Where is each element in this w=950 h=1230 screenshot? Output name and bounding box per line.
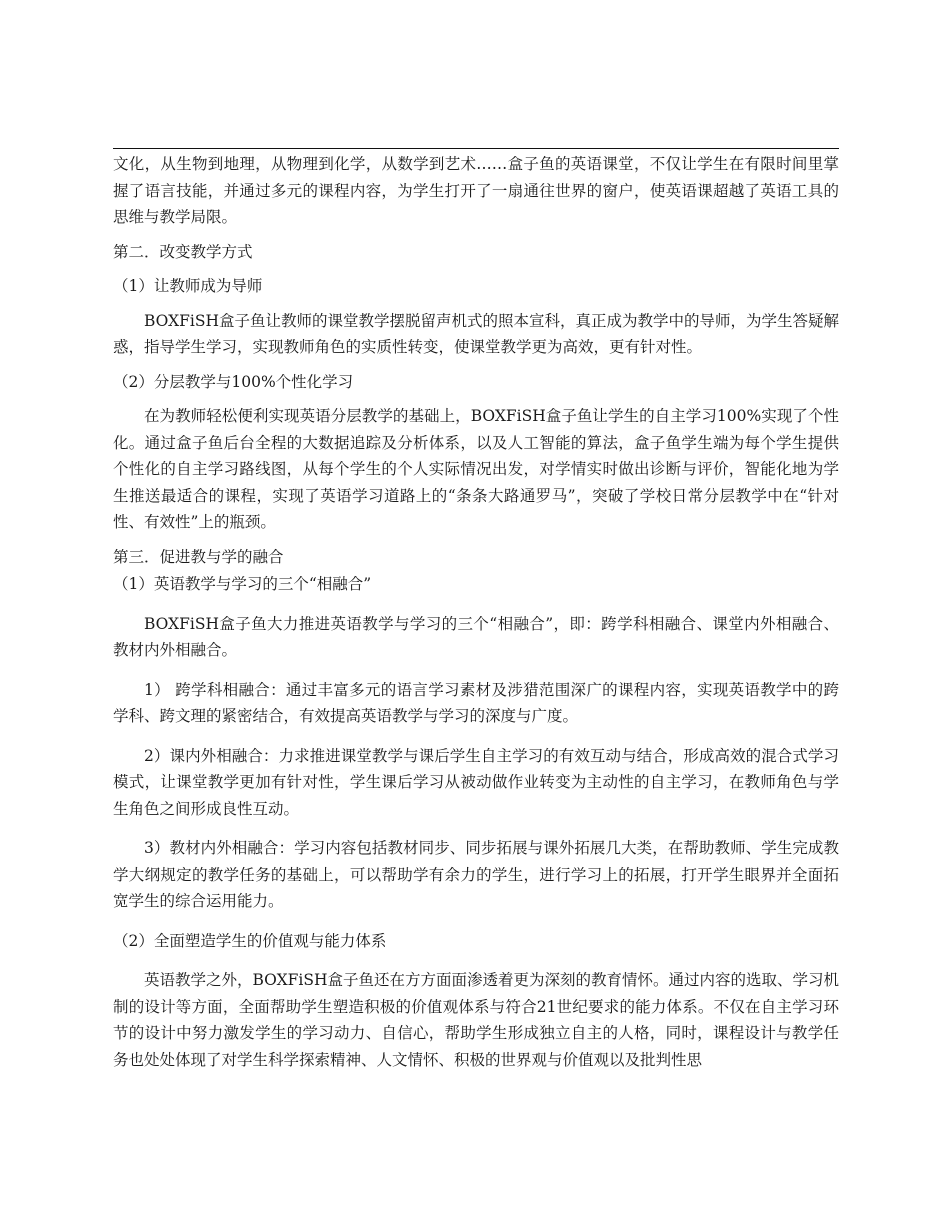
document-body — [113, 151, 839, 1073]
section-heading-2: 第二．改变教学方式 — [113, 242, 253, 261]
paragraph-layered-teaching: 在为教师轻松便利实现英语分层教学的基础上，BOXFiSH盒子鱼让学生的自主学习100%实现了个性化。通过盒子鱼后台全程的大数据追踪及分析体系，以及人工智能的算法，盒子鱼学生端为每个学生提供个性化的自主学习路线图，从每个学生的个人实际情况出发，对学情实时做出诊断与评价，智能化地为学生推送最适合的课程，实现了英语学习道路上的“条条大路通罗马”，突破了学校日常分层教学中在“针对性、有效性”上的瓶颈。 — [113, 407, 839, 531]
paragraph-in-out-class: 2）课内外相融合：力求推进课堂教学与课后学生自主学习的有效互动与结合，形成高效的混合式学习模式，让课堂教学更加有针对性，学生课后学习从被动做作业转变为主动性的自主学习，在教师角色与学生角色之间形成良性互动。 — [113, 746, 839, 818]
subheading-teacher-mentor: （1）让教师成为导师 — [113, 277, 263, 295]
paragraph-teacher-mentor: BOXFiSH盒子鱼让教师的课堂教学摆脱留声机式的照本宣科，真正成为教学中的导师，为学生答疑解惑，指导学生学习，实现教师角色的实质性转变，使课堂教学更为高效，更有针对性。 — [113, 311, 839, 356]
paragraph-cross-discipline: 1） 跨学科相融合：通过丰富多元的语言学习素材及涉猎范围深广的课程内容，实现英语教学中的跨学科、跨文理的紧密结合，有效提高英语教学与学习的深度与广度。 — [113, 680, 839, 725]
subheading-values-abilities: （2）全面塑造学生的价值观与能力体系 — [113, 931, 387, 950]
subheading-layered-teaching: （2）分层教学与100%个性化学习 — [113, 372, 354, 391]
header-rule — [113, 148, 839, 149]
section-heading-3: 第三．促进教与学的融合 — [113, 547, 284, 566]
paragraph-three-integrations: BOXFiSH盒子鱼大力推进英语教学与学习的三个“相融合”，即：跨学科相融合、课堂内外相融合、教材内外相融合。 — [113, 614, 839, 659]
paragraph-continued: 文化，从生物到地理，从物理到化学，从数学到艺术……盒子鱼的英语课堂，不仅让学生在有限时间里掌握了语言技能，并通过多元的课程内容，为学生打开了一扇通往世界的窗户，使英语课超越了英语工具的思维与教学局限。 — [113, 155, 839, 226]
paragraph-values-abilities: 英语教学之外，BOXFiSH盒子鱼还在方方面面渗透着更为深刻的教育情怀。通过内容的选取、学习机制的设计等方面，全面帮助学生塑造积极的价值观体系与符合21世纪要求的能力体系。不仅在自主学习环节的设计中努力激发学生的学习动力、自信心，帮助学生形成独立自主的人格，同时，课程设计与教学任务也处处体现了对学生科学探索精神、人文情怀、积极的世界观与价值观以及批判性思 — [113, 971, 839, 1069]
paragraph-textbook: 3）教材内外相融合：学习内容包括教材同步、同步拓展与课外拓展几大类，在帮助教师、学生完成教学大纲规定的教学任务的基础上，可以帮助学有余力的学生，进行学习上的拓展，打开学生眼界并全面拓宽学生的综合运用能力。 — [113, 839, 839, 910]
subheading-three-integrations: （1）英语教学与学习的三个“相融合” — [113, 575, 372, 593]
